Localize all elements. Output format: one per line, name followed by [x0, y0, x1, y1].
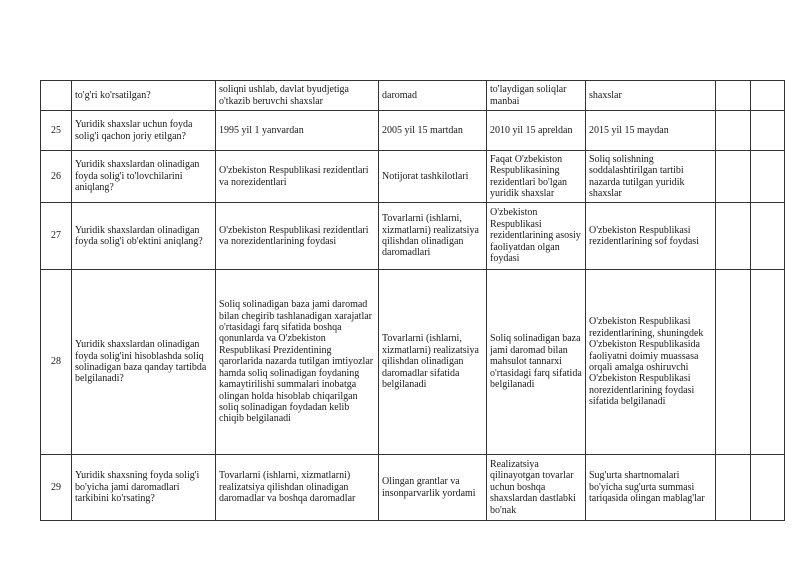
questions-table	[40, 80, 785, 521]
blank-cell	[751, 455, 785, 521]
answer-d-cell: Soliq solishning soddalashtirilgan tartibi nazarda tutilgan yuridik shaxslar	[586, 151, 716, 203]
answer-b-cell: Tovarlarni (ishlarni, xizmatlarni) realizatsiya qilishdan olinadigan daromadlar sifatida belgilanadi	[379, 270, 487, 455]
answer-d-cell: 2015 yil 15 maydan	[586, 111, 716, 151]
table-row	[41, 151, 785, 203]
table-row	[41, 111, 785, 151]
blank-cell	[751, 203, 785, 270]
row-number: 27	[41, 203, 72, 270]
answer-d-cell: O'zbekiston Respublikasi rezidentlarining, shuningdek O'zbekiston Respublikasida faoliyatni doimiy muassasa orqali amalga oshiruvchi O'zbekiston Respublikasi norezidentlarining foydasi sifatida belgilanadi	[586, 270, 716, 455]
blank-cell	[716, 111, 751, 151]
answer-a-cell: O'zbekiston Respublikasi rezidentlari va norezidentlarining foydasi	[216, 203, 379, 270]
answer-b-cell: Tovarlarni (ishlarni, xizmatlarni) realizatsiya qilishdan olinadigan daromadlari	[379, 203, 487, 270]
blank-cell	[716, 81, 751, 111]
table-row	[41, 270, 785, 455]
question-cell: Yuridik shaxslardan olinadigan foyda solig'i ob'ektini aniqlang?	[72, 203, 216, 270]
blank-cell	[751, 270, 785, 455]
row-number: 28	[41, 270, 72, 455]
answer-a-cell: soliqni ushlab, davlat byudjetiga o'tkazib beruvchi shaxslar	[216, 81, 379, 111]
answer-c-cell: Faqat O'zbekiston Respublikasining rezidentlari bo'lgan yuridik shaxslar	[487, 151, 586, 203]
answer-c-cell: O'zbekiston Respublikasi rezidentlarining asosiy faoliyatdan olgan foydasi	[487, 203, 586, 270]
answer-c-cell: to'laydigan soliqlar manbai	[487, 81, 586, 111]
answer-d-cell: shaxslar	[586, 81, 716, 111]
answer-a-cell: Tovarlarni (ishlarni, xizmatlarni) realizatsiya qilishdan olinadigan daromadlar va boshqa daromadlar	[216, 455, 379, 521]
answer-c-cell: Soliq solinadigan baza jami daromad bilan mahsulot tannarxi o'rtasidagi farq sifatida belgilanadi	[487, 270, 586, 455]
answer-b-cell: daromad	[379, 81, 487, 111]
answer-a-cell: O'zbekiston Respublikasi rezidentlari va norezidentlari	[216, 151, 379, 203]
answer-b-cell: 2005 yil 15 martdan	[379, 111, 487, 151]
question-cell: Yuridik shaxsning foyda solig'i bo'yicha jami daromadlari tarkibini ko'rsating?	[72, 455, 216, 521]
answer-a-cell: 1995 yil 1 yanvardan	[216, 111, 379, 151]
answer-c-cell: Realizatsiya qilinayotgan tovarlar uchun boshqa shaxslardan dastlabki bo'nak	[487, 455, 586, 521]
blank-cell	[716, 151, 751, 203]
question-cell: Yuridik shaxslardan olinadigan foyda solig'ini hisoblashda soliq solinadigan baza qanday tartibda belgilanadi?	[72, 270, 216, 455]
answer-a-cell: Soliq solinadigan baza jami daromad bilan chegirib tashlanadigan xarajatlar o'rtasidagi farq sifatida boshqa qonunlarda va O'zbekiston Respublikasi Prezidentining qarorlarida nazarda tutilgan imtiyozlar hamda soliq solinadigan foydaning kamaytirilishi summalari inobatga olingan holda hisoblab chiqarilgan soliq solinadigan foydadan kelib chiqib belgilanadi	[216, 270, 379, 455]
row-number: 25	[41, 111, 72, 151]
blank-cell	[751, 151, 785, 203]
blank-cell	[716, 455, 751, 521]
table-row	[41, 81, 785, 111]
row-number: 29	[41, 455, 72, 521]
answer-c-cell: 2010 yil 15 apreldan	[487, 111, 586, 151]
blank-cell	[751, 111, 785, 151]
blank-cell	[716, 270, 751, 455]
answer-d-cell: Sug'urta shartnomalari bo'yicha sug'urta summasi tariqasida olingan mablag'lar	[586, 455, 716, 521]
question-cell: Yuridik shaxslardan olinadigan foyda solig'i to'lovchilarini aniqlang?	[72, 151, 216, 203]
row-number	[41, 81, 72, 111]
blank-cell	[751, 81, 785, 111]
answer-d-cell: O'zbekiston Respublikasi rezidentlarining sof foydasi	[586, 203, 716, 270]
answer-b-cell: Olingan grantlar va insonparvarlik yordami	[379, 455, 487, 521]
blank-cell	[716, 203, 751, 270]
answer-b-cell: Notijorat tashkilotlari	[379, 151, 487, 203]
table-row	[41, 203, 785, 270]
row-number: 26	[41, 151, 72, 203]
question-cell: to'g'ri ko'rsatilgan?	[72, 81, 216, 111]
table-row	[41, 455, 785, 521]
question-cell: Yuridik shaxslar uchun foyda solig'i qachon joriy etilgan?	[72, 111, 216, 151]
